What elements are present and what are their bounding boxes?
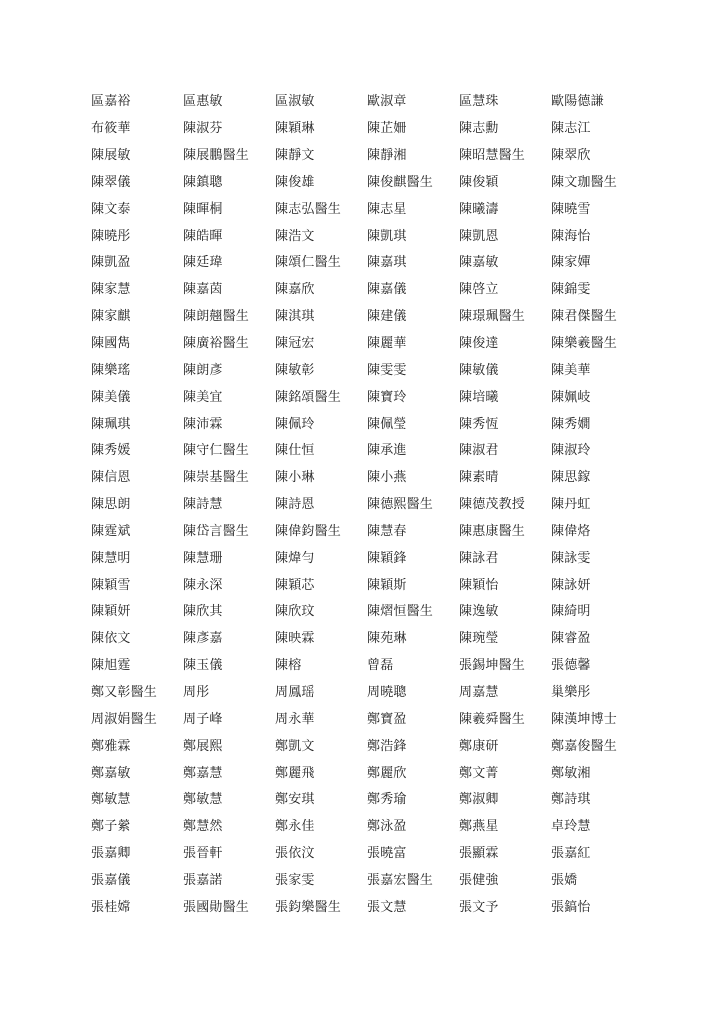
name-cell: 歐陽德謙 bbox=[551, 94, 604, 110]
name-cell: 鄭麗飛 bbox=[275, 765, 315, 781]
name-cell: 陳嘉欣 bbox=[275, 282, 315, 298]
name-cell: 鄭康研 bbox=[459, 738, 499, 754]
name-cell: 陳家麒 bbox=[91, 309, 131, 325]
name-cell: 陳佩玲 bbox=[275, 416, 315, 432]
name-cell: 陳志弘醫生 bbox=[275, 201, 342, 217]
name-cell: 陳錦雯 bbox=[551, 282, 591, 298]
name-cell: 陳穎斯 bbox=[367, 577, 407, 593]
name-cell: 周曉聰 bbox=[367, 684, 407, 700]
name-cell: 陳永深 bbox=[183, 577, 223, 593]
name-cell: 陳守仁醫生 bbox=[183, 443, 250, 459]
name-cell: 陳國雋 bbox=[91, 336, 131, 352]
name-cell: 陳皓暉 bbox=[183, 228, 223, 244]
name-cell: 陳映霖 bbox=[275, 631, 315, 647]
name-cell: 鄭嘉慧 bbox=[183, 765, 223, 781]
name-cell: 陳秀恆 bbox=[459, 416, 499, 432]
name-cell: 陳穎琳 bbox=[275, 121, 315, 137]
name-cell: 陳小燕 bbox=[367, 470, 407, 486]
name-row bbox=[91, 867, 651, 894]
name-list bbox=[91, 89, 651, 921]
name-cell: 鄭敏慧 bbox=[183, 792, 223, 808]
name-cell: 陳穎鋒 bbox=[367, 550, 407, 566]
name-row bbox=[91, 599, 651, 626]
name-cell: 陳岱言醫生 bbox=[183, 523, 250, 539]
name-cell: 張德馨 bbox=[551, 658, 591, 674]
name-cell: 巢樂彤 bbox=[551, 684, 591, 700]
name-cell: 歐淑章 bbox=[367, 94, 407, 110]
name-cell: 鄭永佳 bbox=[275, 819, 315, 835]
name-cell: 陳凱恩 bbox=[459, 228, 499, 244]
name-cell: 陳佩瑩 bbox=[367, 416, 407, 432]
name-cell: 張文慧 bbox=[367, 899, 407, 915]
name-cell: 陳淑芬 bbox=[183, 121, 223, 137]
name-row bbox=[91, 143, 651, 170]
name-cell: 張嬌 bbox=[551, 872, 578, 888]
name-cell: 陳欣玟 bbox=[275, 604, 315, 620]
name-cell: 張依汶 bbox=[275, 846, 315, 862]
name-cell: 張國勛醫生 bbox=[183, 899, 250, 915]
name-cell: 陳詠君 bbox=[459, 550, 499, 566]
name-cell: 陳熠恒醫生 bbox=[367, 604, 434, 620]
name-cell: 陳嘉茵 bbox=[183, 282, 223, 298]
name-cell: 陳姵岐 bbox=[551, 389, 591, 405]
name-row bbox=[91, 465, 651, 492]
name-cell: 張嘉儀 bbox=[91, 872, 131, 888]
name-cell: 陳曦濤 bbox=[459, 201, 499, 217]
name-cell: 陳樂瑤 bbox=[91, 362, 131, 378]
name-cell: 陳廣裕醫生 bbox=[183, 336, 250, 352]
name-cell: 陳凱盈 bbox=[91, 255, 131, 271]
name-cell: 陳翠欣 bbox=[551, 148, 591, 164]
name-cell: 區淑敏 bbox=[275, 94, 315, 110]
name-cell: 陳穎芯 bbox=[275, 577, 315, 593]
name-row bbox=[91, 841, 651, 868]
name-cell: 周嘉慧 bbox=[459, 684, 499, 700]
name-cell: 陳美華 bbox=[551, 362, 591, 378]
name-cell: 陳信恩 bbox=[91, 470, 131, 486]
name-cell: 張健強 bbox=[459, 872, 499, 888]
name-cell: 陳俊穎 bbox=[459, 174, 499, 190]
name-cell: 陳鎮聰 bbox=[183, 174, 223, 190]
name-cell: 鄭燕星 bbox=[459, 819, 499, 835]
name-cell: 張鎬怡 bbox=[551, 899, 591, 915]
name-cell: 布筱華 bbox=[91, 121, 131, 137]
name-row bbox=[91, 250, 651, 277]
name-cell: 陳秀媛 bbox=[91, 443, 131, 459]
name-cell: 陳美宜 bbox=[183, 389, 223, 405]
name-cell: 周子峰 bbox=[183, 711, 223, 727]
name-cell: 陳頌仁醫生 bbox=[275, 255, 342, 271]
name-cell: 張嘉諾 bbox=[183, 872, 223, 888]
name-cell: 鄭文菁 bbox=[459, 765, 499, 781]
name-row bbox=[91, 304, 651, 331]
name-cell: 鄭展熙 bbox=[183, 738, 223, 754]
name-cell: 鄭秀瑜 bbox=[367, 792, 407, 808]
name-cell: 周永華 bbox=[275, 711, 315, 727]
name-cell: 鄭敏湘 bbox=[551, 765, 591, 781]
name-row bbox=[91, 116, 651, 143]
name-row bbox=[91, 384, 651, 411]
name-cell: 陳綺明 bbox=[551, 604, 591, 620]
name-cell: 陳淑君 bbox=[459, 443, 499, 459]
name-cell: 陳志星 bbox=[367, 201, 407, 217]
name-cell: 陳冠宏 bbox=[275, 336, 315, 352]
name-cell: 陳睿盈 bbox=[551, 631, 591, 647]
name-cell: 陳淑玲 bbox=[551, 443, 591, 459]
name-cell: 陳思朗 bbox=[91, 497, 131, 513]
name-cell: 陳穎妍 bbox=[91, 604, 131, 620]
name-cell: 陳嘉琪 bbox=[367, 255, 407, 271]
name-cell: 陳慧明 bbox=[91, 550, 131, 566]
name-cell: 陳崇基醫生 bbox=[183, 470, 250, 486]
name-cell: 陳芷姍 bbox=[367, 121, 407, 137]
name-cell: 周淑娟醫生 bbox=[91, 711, 158, 727]
name-cell: 鄭凱文 bbox=[275, 738, 315, 754]
name-cell: 陳銘頌醫生 bbox=[275, 389, 342, 405]
name-cell: 周彤 bbox=[183, 684, 210, 700]
name-cell: 鄭安琪 bbox=[275, 792, 315, 808]
name-cell: 鄭嘉俊醫生 bbox=[551, 738, 618, 754]
name-cell: 陳偉烙 bbox=[551, 523, 591, 539]
name-cell: 陳榕 bbox=[275, 658, 302, 674]
name-row bbox=[91, 787, 651, 814]
name-cell: 陳丹虹 bbox=[551, 497, 591, 513]
name-row bbox=[91, 277, 651, 304]
name-cell: 陳素晴 bbox=[459, 470, 499, 486]
name-row bbox=[91, 626, 651, 653]
name-cell: 陳欣其 bbox=[183, 604, 223, 620]
name-cell: 陳建儀 bbox=[367, 309, 407, 325]
name-row bbox=[91, 653, 651, 680]
name-cell: 鄭寶盈 bbox=[367, 711, 407, 727]
name-row bbox=[91, 170, 651, 197]
name-cell: 張嘉卿 bbox=[91, 846, 131, 862]
name-cell: 陳志勳 bbox=[459, 121, 499, 137]
name-row bbox=[91, 411, 651, 438]
name-cell: 陳凱琪 bbox=[367, 228, 407, 244]
name-cell: 陳霆斌 bbox=[91, 523, 131, 539]
name-cell: 陳靜文 bbox=[275, 148, 315, 164]
name-cell: 陳展鵬醫生 bbox=[183, 148, 250, 164]
name-cell: 陳曉彤 bbox=[91, 228, 131, 244]
name-cell: 陳培曦 bbox=[459, 389, 499, 405]
name-cell: 陳嘉敏 bbox=[459, 255, 499, 271]
name-row bbox=[91, 760, 651, 787]
name-cell: 鄭浩鋒 bbox=[367, 738, 407, 754]
name-cell: 陳詩慧 bbox=[183, 497, 223, 513]
name-cell: 陳惠康醫生 bbox=[459, 523, 526, 539]
name-cell: 陳琬瑩 bbox=[459, 631, 499, 647]
name-cell: 陳珮琪 bbox=[91, 416, 131, 432]
name-cell: 陳敏儀 bbox=[459, 362, 499, 378]
name-cell: 陳雯雯 bbox=[367, 362, 407, 378]
name-row bbox=[91, 519, 651, 546]
name-cell: 陳璟珮醫生 bbox=[459, 309, 526, 325]
name-cell: 陳翠儀 bbox=[91, 174, 131, 190]
name-row bbox=[91, 545, 651, 572]
name-cell: 陳文泰 bbox=[91, 201, 131, 217]
name-row bbox=[91, 706, 651, 733]
name-row bbox=[91, 223, 651, 250]
name-cell: 張家雯 bbox=[275, 872, 315, 888]
name-cell: 陳昭慧醫生 bbox=[459, 148, 526, 164]
name-cell: 區嘉裕 bbox=[91, 94, 131, 110]
name-cell: 陳浩文 bbox=[275, 228, 315, 244]
name-cell: 陳家慧 bbox=[91, 282, 131, 298]
name-cell: 陳羲舜醫生 bbox=[459, 711, 526, 727]
name-cell: 陳詠妍 bbox=[551, 577, 591, 593]
name-cell: 張錫坤醫生 bbox=[459, 658, 526, 674]
name-cell: 陳俊雄 bbox=[275, 174, 315, 190]
name-cell: 卓玲慧 bbox=[551, 819, 591, 835]
name-cell: 鄭又彰醫生 bbox=[91, 684, 158, 700]
name-cell: 張嘉紅 bbox=[551, 846, 591, 862]
name-cell: 張嘉宏醫生 bbox=[367, 872, 434, 888]
name-cell: 陳展敏 bbox=[91, 148, 131, 164]
name-cell: 曾磊 bbox=[367, 658, 394, 674]
name-cell: 陳依文 bbox=[91, 631, 131, 647]
name-cell: 陳朗彥 bbox=[183, 362, 223, 378]
name-cell: 陳靜湘 bbox=[367, 148, 407, 164]
name-cell: 陳漢坤博士 bbox=[551, 711, 618, 727]
name-cell: 陳俊達 bbox=[459, 336, 499, 352]
name-cell: 陳海怡 bbox=[551, 228, 591, 244]
name-cell: 陳俊麒醫生 bbox=[367, 174, 434, 190]
name-cell: 張桂嫦 bbox=[91, 899, 131, 915]
name-row bbox=[91, 572, 651, 599]
name-row bbox=[91, 196, 651, 223]
name-cell: 陳麗華 bbox=[367, 336, 407, 352]
name-cell: 陳旭霆 bbox=[91, 658, 131, 674]
name-row bbox=[91, 357, 651, 384]
name-cell: 陳德熙醫生 bbox=[367, 497, 434, 513]
name-cell: 陳逸敏 bbox=[459, 604, 499, 620]
name-cell: 陳秀嫺 bbox=[551, 416, 591, 432]
name-cell: 陳嘉儀 bbox=[367, 282, 407, 298]
name-cell: 陳慧春 bbox=[367, 523, 407, 539]
name-cell: 鄭嘉敏 bbox=[91, 765, 131, 781]
name-cell: 周鳳瑶 bbox=[275, 684, 315, 700]
name-cell: 陳淇琪 bbox=[275, 309, 315, 325]
name-cell: 鄭泳盈 bbox=[367, 819, 407, 835]
name-cell: 陳志江 bbox=[551, 121, 591, 137]
name-cell: 張晉軒 bbox=[183, 846, 223, 862]
name-cell: 陳文珈醫生 bbox=[551, 174, 618, 190]
name-cell: 陳暉桐 bbox=[183, 201, 223, 217]
name-row bbox=[91, 89, 651, 116]
name-cell: 陳廷瑋 bbox=[183, 255, 223, 271]
name-cell: 陳慧珊 bbox=[183, 550, 223, 566]
name-cell: 陳詠雯 bbox=[551, 550, 591, 566]
name-cell: 陳穎雪 bbox=[91, 577, 131, 593]
name-cell: 陳敏彰 bbox=[275, 362, 315, 378]
name-cell: 張鈞樂醫生 bbox=[275, 899, 342, 915]
name-cell: 陳仕恒 bbox=[275, 443, 315, 459]
name-row bbox=[91, 680, 651, 707]
name-cell: 陳苑琳 bbox=[367, 631, 407, 647]
name-cell: 陳偉鈞醫生 bbox=[275, 523, 342, 539]
name-row bbox=[91, 733, 651, 760]
name-cell: 陳樂羲醫生 bbox=[551, 336, 618, 352]
name-cell: 張曉富 bbox=[367, 846, 407, 862]
name-cell: 陳德茂教授 bbox=[459, 497, 526, 513]
name-cell: 陳美儀 bbox=[91, 389, 131, 405]
name-cell: 陳小琳 bbox=[275, 470, 315, 486]
name-cell: 陳穎怡 bbox=[459, 577, 499, 593]
name-cell: 鄭慧然 bbox=[183, 819, 223, 835]
name-cell: 陳承進 bbox=[367, 443, 407, 459]
name-cell: 鄭敏慧 bbox=[91, 792, 131, 808]
name-cell: 陳朗翹醫生 bbox=[183, 309, 250, 325]
name-cell: 鄭雅霖 bbox=[91, 738, 131, 754]
name-cell: 陳君傑醫生 bbox=[551, 309, 618, 325]
name-cell: 張文予 bbox=[459, 899, 499, 915]
name-row bbox=[91, 331, 651, 358]
name-row bbox=[91, 492, 651, 519]
name-cell: 張顯霖 bbox=[459, 846, 499, 862]
name-cell: 陳煒勻 bbox=[275, 550, 315, 566]
name-cell: 區惠敏 bbox=[183, 94, 223, 110]
name-cell: 鄭麗欣 bbox=[367, 765, 407, 781]
name-cell: 陳思鎵 bbox=[551, 470, 591, 486]
name-cell: 陳家嬋 bbox=[551, 255, 591, 271]
name-cell: 鄭淑卿 bbox=[459, 792, 499, 808]
name-row bbox=[91, 894, 651, 921]
name-cell: 鄭子縈 bbox=[91, 819, 131, 835]
name-cell: 陳曉雪 bbox=[551, 201, 591, 217]
name-cell: 區慧珠 bbox=[459, 94, 499, 110]
name-row bbox=[91, 814, 651, 841]
name-cell: 陳啓立 bbox=[459, 282, 499, 298]
name-cell: 鄭詩琪 bbox=[551, 792, 591, 808]
name-cell: 陳詩恩 bbox=[275, 497, 315, 513]
name-row bbox=[91, 438, 651, 465]
name-cell: 陳寶玲 bbox=[367, 389, 407, 405]
name-cell: 陳彥嘉 bbox=[183, 631, 223, 647]
name-cell: 陳沛霖 bbox=[183, 416, 223, 432]
name-cell: 陳玉儀 bbox=[183, 658, 223, 674]
